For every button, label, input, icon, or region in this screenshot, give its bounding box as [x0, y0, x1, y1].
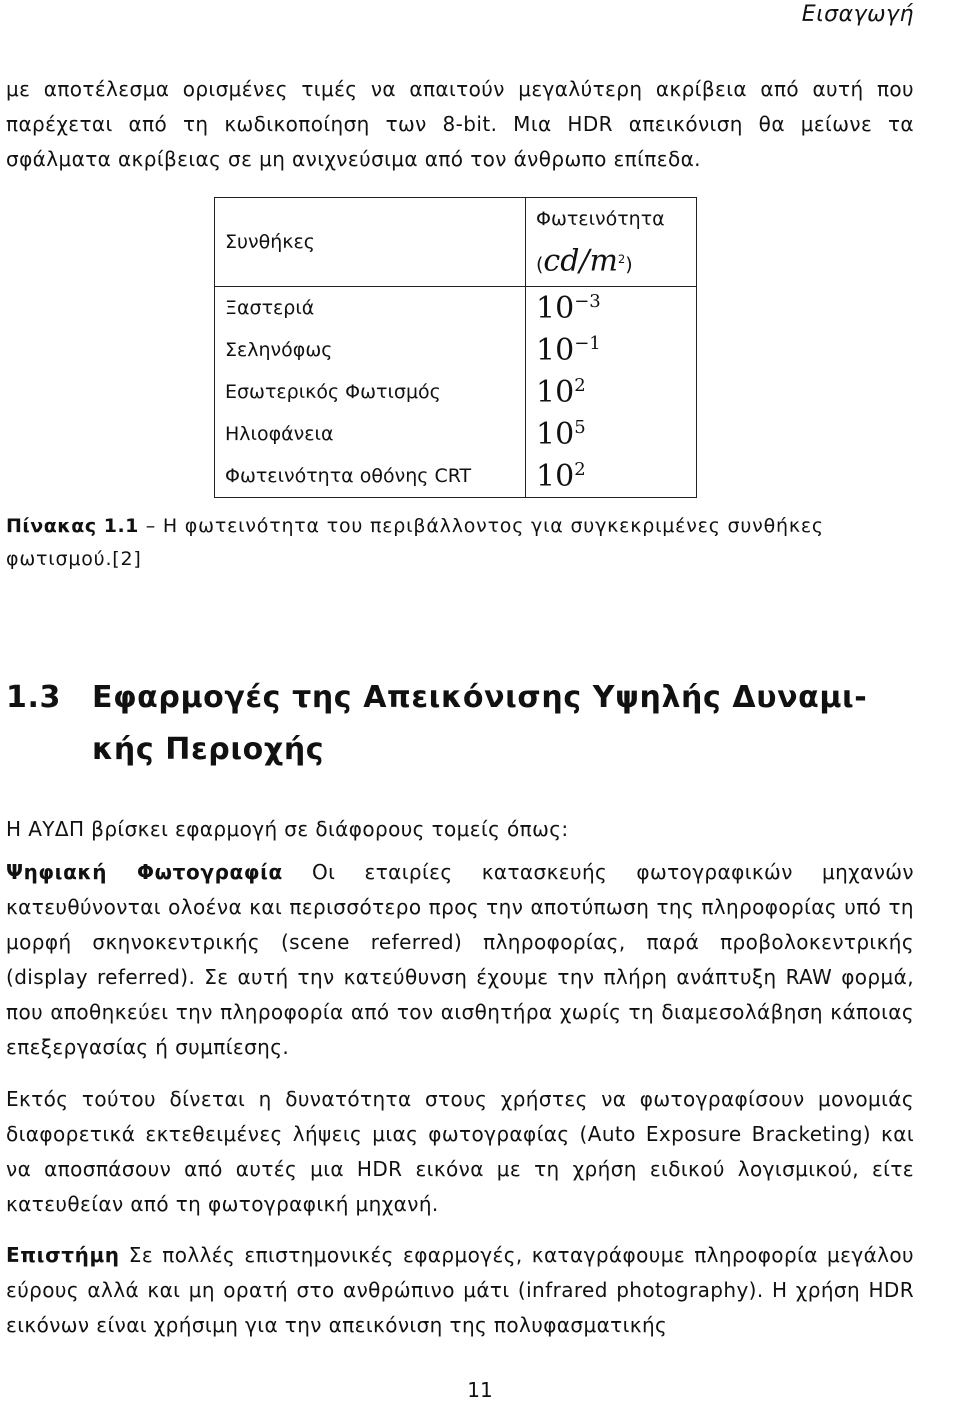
page-number: 11 [467, 1378, 493, 1402]
table-row [215, 371, 697, 413]
table-caption [6, 510, 906, 576]
table-row [215, 287, 697, 330]
condition-cell: Σεληνόφως [215, 329, 526, 371]
col-luminance-header [526, 198, 697, 287]
science-text: Σε πολλές επιστημονικές εφαρμογές, καταγράφουμε πληροφορία μεγάλου εύρους αλλά και μη ορατή στο ανθρώπινο μάτι (infrared photography). Η χρήση HDR εικόνων είναι χρήσιμη για την απεικόνιση της πολυφασματικής [6, 1243, 914, 1337]
condition-cell: Ξαστεριά [215, 287, 526, 330]
bracketing-paragraph: Εκτός τούτου δίνεται η δυνατότητα στους χρήστες να φωτογραφίσουν μονομιάς διαφορετικά εκτεθειμένες λήψεις μιας φωτογραφίας (Auto Exposure Bracketing) και να αποσπάσουν από αυτές μια HDR εικόνα με τη χρήση ειδικού λογισμικού, είτε κατευθείαν από τη φωτογραφική μηχανή. [6, 1087, 914, 1216]
luminance-cell: $10^2$ [536, 374, 586, 410]
caption-text: – Η φωτεινότητα του περιβάλλοντος για συγκεκριμένες συνθήκες φωτισμού.[2] [6, 515, 824, 570]
digital-photography-paragraph [6, 855, 914, 1065]
condition-cell: Φωτεινότητα οθόνης CRT [215, 455, 526, 498]
intro-paragraph: με αποτέλεσμα ορισμένες τιμές να απαιτούν μεγαλύτερη ακρίβεια από αυτή που παρέχεται από τη κωδικοποίηση των 8-bit. Μια HDR απεικόνιση θα μείωνε τα σφάλματα ακρίβειας σε μη ανιχνεύσιμα από τον άνθρωπο επίπεδα. [6, 77, 914, 171]
body-paragraph-intro: Η ΑΥΔΠ βρίσκει εφαρμογή σε διάφορους τομείς όπως: [6, 817, 569, 841]
table-header-row [215, 198, 697, 287]
condition-cell: Εσωτερικός Φωτισμός [215, 371, 526, 413]
luminance-label: Φωτεινότητα [536, 208, 665, 231]
col-conditions-header: Συνθήκες [215, 198, 526, 287]
table-row [215, 413, 697, 455]
section-title-line2: κής Περιοχής [92, 732, 325, 767]
term-digital-photography: Ψηφιακή Φωτογραφία [6, 860, 283, 884]
section-heading [6, 672, 906, 776]
luminance-cell: $10^2$ [536, 458, 586, 494]
luminance-cell: $10^{-1}$ [536, 332, 601, 368]
science-paragraph [6, 1238, 914, 1343]
digital-photography-text: Οι εταιρίες κατασκευής φωτογραφικών μηχανών κατευθύνονται ολοένα και περισσότερο προς την αποτύπωση της πληροφορίας υπό τη μορφή σκηνοκεντρικής (scene referred) πληροφορίας, παρά προβολοκεντρικής (display referred). Σε αυτή την κατεύθυνση έχουμε την πλήρη ανάπτυξη RAW φορμά, που αποθηκεύει την πληροφορία από τον αισθητήρα χωρίς τη διαμεσολάβηση κάποιας επεξεργασίας ή συμπίεσης. [6, 860, 914, 1059]
term-science: Επιστήμη [6, 1243, 120, 1267]
condition-cell: Ηλιοφάνεια [215, 413, 526, 455]
running-header: Εισαγωγή [801, 2, 914, 27]
unit-base: cd/m [543, 243, 618, 279]
luminance-unit: $(cd/m^2)$ [536, 243, 633, 279]
caption-label: Πίνακας 1.1 [6, 515, 139, 537]
table-row [215, 329, 697, 371]
section-number: 1.3 [6, 680, 61, 715]
luminance-cell: $10^5$ [536, 416, 586, 452]
section-title-line1: Εφαρμογές της Απεικόνισης Υψηλής Δυναμι- [92, 680, 868, 715]
luminance-table [214, 197, 697, 498]
table-row [215, 455, 697, 498]
unit-exp: 2 [617, 252, 626, 267]
luminance-cell: $10^{-3}$ [536, 290, 601, 326]
